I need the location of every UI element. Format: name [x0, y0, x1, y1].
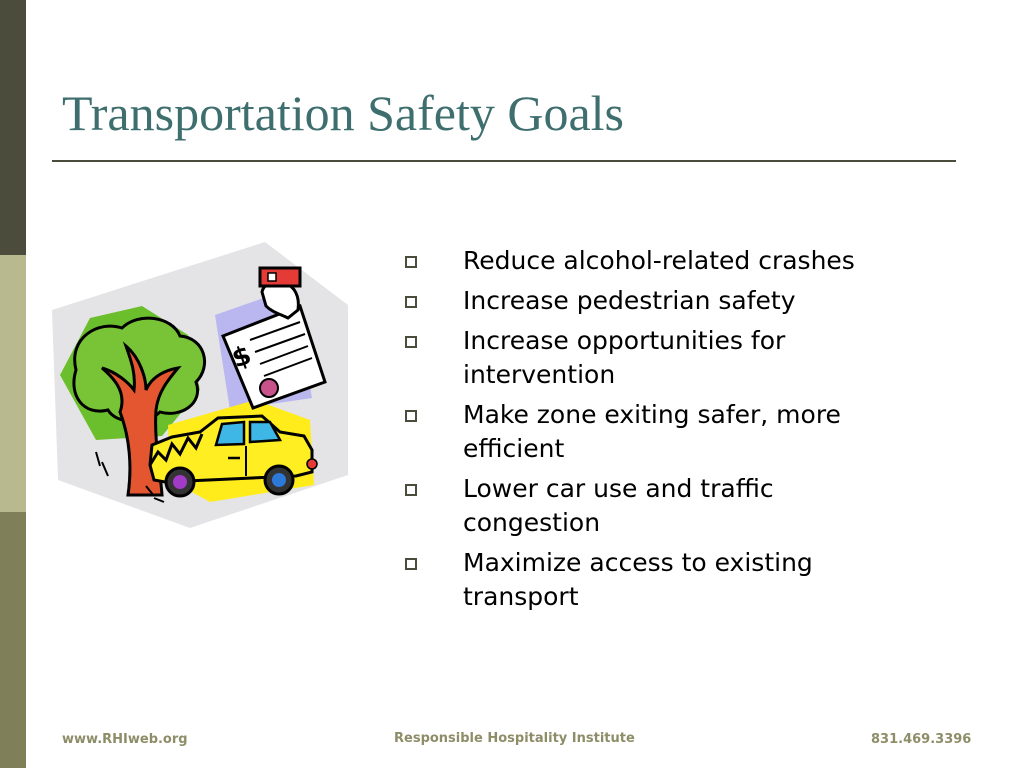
square-bullet-icon — [405, 410, 417, 422]
bullet-text: Lower car use and traffic congestion — [463, 474, 774, 537]
square-bullet-icon — [405, 296, 417, 308]
bullet-text: Reduce alcohol-related crashes — [463, 246, 855, 275]
footer-organization: Responsible Hospitality Institute — [394, 731, 635, 746]
bullet-item — [405, 324, 853, 392]
bullet-text: Maximize access to existing transport — [463, 548, 813, 611]
bullet-item — [405, 284, 965, 318]
footer-website: www.RHIweb.org — [62, 732, 188, 747]
footer-phone: 831.469.3396 — [871, 732, 972, 747]
slide-title: Transportation Safety Goals — [62, 85, 624, 141]
bullet-text: Make zone exiting safer, more efficient — [463, 400, 841, 463]
bullet-item — [405, 244, 965, 278]
square-bullet-icon — [405, 256, 417, 268]
accent-bar-mid-segment — [0, 512, 26, 768]
square-bullet-icon — [405, 484, 417, 496]
left-accent-bar — [0, 0, 26, 768]
bullet-text: Increase opportunities for intervention — [463, 326, 786, 389]
bullet-item — [405, 398, 903, 466]
accent-bar-light-segment — [0, 255, 26, 512]
bullet-text: Increase pedestrian safety — [463, 286, 796, 315]
title-divider — [52, 160, 956, 162]
square-bullet-icon — [405, 336, 417, 348]
bullet-item — [405, 546, 873, 614]
bullet-item — [405, 472, 853, 540]
square-bullet-icon — [405, 558, 417, 570]
accent-bar-dark-segment — [0, 0, 26, 255]
goals-bullet-list — [405, 244, 965, 620]
svg-text:$: $ — [228, 340, 256, 375]
tree-car-crash-citation-clipart-icon — [50, 240, 350, 530]
